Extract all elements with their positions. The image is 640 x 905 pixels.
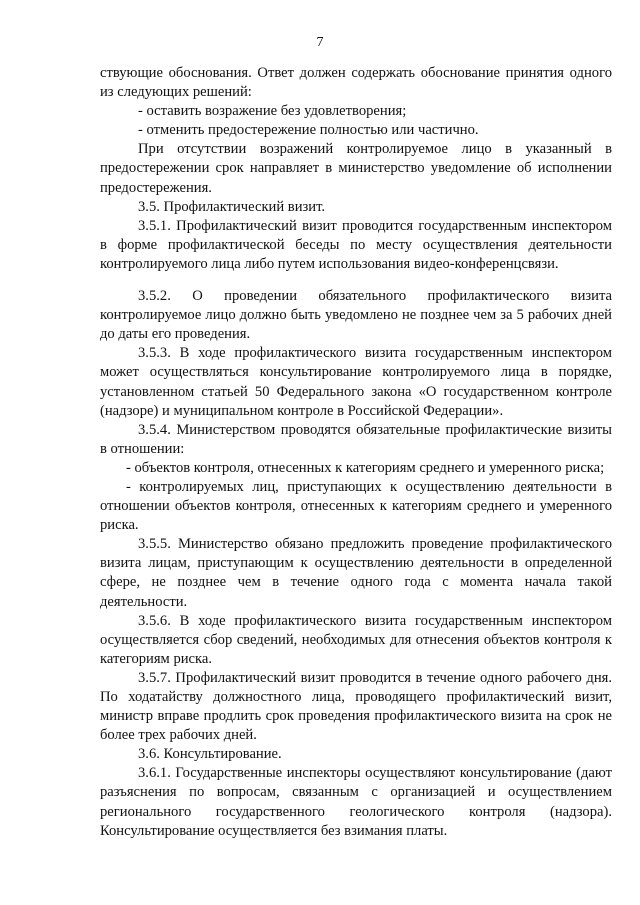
list-item-reject-objection: - оставить возражение без удовлетворения; [138, 103, 407, 120]
section-heading-3-5: 3.5. Профилактический визит. [138, 198, 326, 215]
list-item-cancel-warning: - отменить предостережение полностью или частично. [138, 122, 479, 139]
paragraph-3-5-6: 3.5.6. В ходе профилактического визита государственным инспектором осуществляется сбор сведений, необходимых для отнесения объектов контроля к категориям риска. [100, 612, 612, 667]
paragraph-3-5-1: 3.5.1. Профилактический визит проводится государственным инспектором в форме профилактической беседы по месту осуществления деятельности контролируемого лица либо путем использования видео-конференцсвязи. [100, 217, 612, 272]
paragraph-3-5-7: 3.5.7. Профилактический визит проводится в течение одного рабочего дня. По ходатайству должностного лица, проводящего профилактический визит, министр вправе продлить срок проведения профилактического визита на срок не более трех рабочих дней. [100, 669, 612, 744]
paragraph-3-5-3: 3.5.3. В ходе профилактического визита государственным инспектором может осуществляться консультирование контролируемого лица в порядке, установленном статьей 50 Федерального закона «О государственном контроле (надзоре) и муниципальном контроле в Российской Федерации». [100, 345, 612, 419]
page-number: 7 [316, 35, 324, 50]
paragraph-3-6-1: 3.6.1. Государственные инспекторы осуществляют консультирование (дают разъяснения по вопросам, связанным с организацией и осуществлением регионального государственного геологического контроля (надзора). Консультирование осуществляется без взимания платы. [100, 765, 612, 839]
section-heading-3-6: 3.6. Консультирование. [138, 746, 282, 763]
paragraph-no-objections: При отсутствии возражений контролируемое лицо в указанный в предостережении срок направляет в министерство уведомление об исполнении предостережения. [100, 141, 612, 196]
document-body [100, 64, 612, 841]
paragraph-3-5-4: 3.5.4. Министерством проводятся обязательные профилактические визиты в отношении: [100, 421, 612, 457]
list-item-control-objects: - объектов контроля, отнесенных к категориям среднего и умеренного риска; [126, 459, 605, 476]
paragraph-3-5-5: 3.5.5. Министерство обязано предложить проведение профилактического визита лицам, приступающим к осуществлению деятельности в определенной сфере, не позднее чем в течение одного года с момента начала такой деятельности. [100, 536, 612, 610]
paragraph-3-5-2: 3.5.2. О проведении обязательного профилактического визита контролируемое лицо должно быть уведомлено не позднее чем за 5 рабочих дней до даты его проведения. [100, 288, 612, 343]
list-item-controlled-persons: - контролируемых лиц, приступающих к осуществлению деятельности в отношении объектов контроля, отнесенных к категориям среднего и умеренного риска. [100, 478, 612, 534]
paragraph-continuation: ствующие обоснования. Ответ должен содержать обоснование принятия одного из следующих решений: [100, 65, 612, 101]
